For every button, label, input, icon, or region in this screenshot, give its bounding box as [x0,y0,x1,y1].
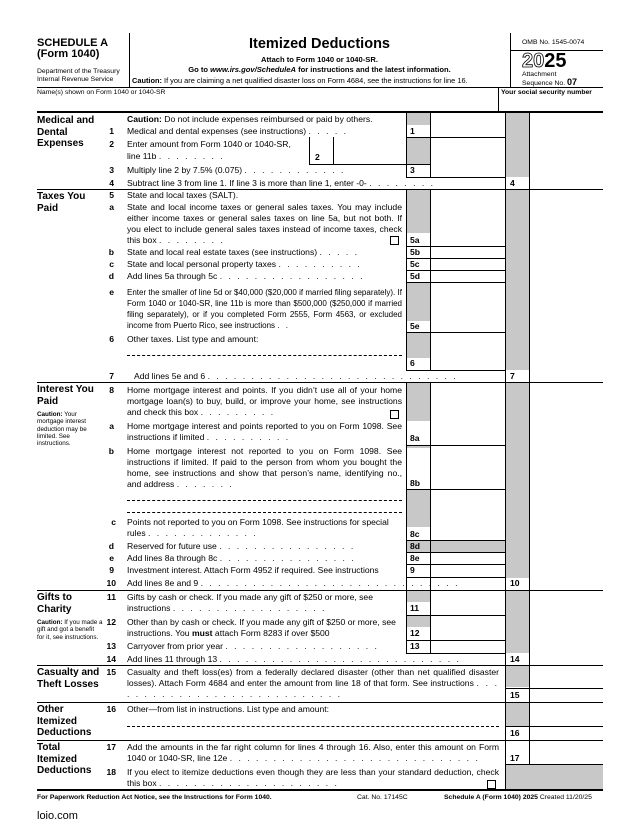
line-15-amount[interactable] [530,688,603,702]
name-label: Name(s) shown on Form 1040 or 1040-SR [37,89,166,96]
line-9-text: Investment interest. Attach Form 4952 if required. See instructions [127,565,379,575]
line-8b-name-input[interactable] [127,500,402,501]
paperwork-notice: For Paperwork Reduction Act Notice, see the Instructions for Form 1040. [37,794,272,801]
box-label-8a: 8a [410,433,420,443]
line-18-checkbox[interactable] [487,780,496,789]
box-label-14: 14 [510,654,520,664]
form-title: Itemized Deductions [249,36,390,52]
line-number-10: 10 [106,578,116,588]
dept-treasury: Department of the Treasury [37,68,120,75]
line-letter-5c: c [109,259,114,269]
line-5b-amount[interactable] [431,247,505,258]
box-label-10: 10 [510,578,520,588]
box-label-5d: 5d [410,271,421,281]
box-label-17: 17 [510,753,520,763]
line-number-2: 2 [109,139,114,149]
line-14-text: Add lines 11 through 13 . . . . . . . . . . . . . . . . . . . . . . . . . . . . [127,654,461,664]
line-16-text: Other—from list in instructions. List type and amount: [127,704,330,714]
line-number-7: 7 [109,371,114,381]
box-label-8b: 8b [410,478,421,488]
line-6-text: Other taxes. List type and amount: [127,334,259,344]
line-number-3: 3 [109,165,114,175]
line-5a-checkbox[interactable] [390,236,399,245]
line-6-amount[interactable] [431,358,505,370]
ssn-label: Your social security number [501,89,592,96]
line-number-11: 11 [106,592,116,602]
goto-line: Go to www.irs.gov/ScheduleA for instructions and the latest information. [188,65,451,74]
catalog-number: Cat. No. 17145C [357,794,408,801]
line-8e-text: Add lines 8a through 8c . . . . . . . . . . . . . . . . [127,553,356,563]
line-16-description-input[interactable] [127,726,499,727]
line-letter-8a: a [109,421,114,431]
line-17-text: Add the amounts in the far right column for lines 4 through 16. Also, enter this amount on Form 1040 or 1040-SR, line 12e . . . . . . . . . . . . . . . . . . . . . . . . . . . . . [127,742,499,763]
tax-year: 2025 [522,50,567,72]
line-10-amount[interactable] [530,578,603,590]
dept-irs: Internal Revenue Service [37,76,114,83]
line-number-14: 14 [106,654,116,664]
line-8e-amount[interactable] [431,553,505,564]
box-label-12: 12 [410,628,420,638]
line-5c-amount[interactable] [431,259,505,270]
line-10-text: Add lines 8e and 9 . . . . . . . . . . . . . . . . . . . . . . . . . . . . . . [127,578,460,588]
line-7-text: Add lines 5e and 6 . . . . . . . . . . . . . . . . . . . . . . . . . . . . . [134,371,458,381]
line-letter-8e: e [109,553,114,563]
line-number-12: 12 [106,617,116,627]
line-6-description-input[interactable] [127,355,402,356]
line-number-6: 6 [109,334,114,344]
line-8b-amount[interactable] [431,476,505,489]
line-1-amount[interactable] [431,125,505,137]
line-18-text: If you elect to itemize deductions even though they are less than your standard deduction, check this box . . . . . . . . . . . . . . . . . . . . . [127,767,499,788]
gifts-caution: Caution: If you made a gift and got a benefit for it, see instructions. [37,619,103,641]
schedule-label: SCHEDULE A [37,37,109,49]
line-5a-text: State and local income taxes or general sales taxes. You may include either income taxes or general sales taxes on line 5a, but not both. If you elect to include general sales taxes instead of income taxes, check this box . . . . . . . . [127,202,402,245]
line-13-text: Carryover from prior year . . . . . . . . . . . . . . . . . . [127,641,379,651]
box-label-5a: 5a [410,235,420,245]
box-label-7: 7 [510,371,515,381]
omb-number: OMB No. 1545-0074 [522,39,585,46]
sequence-label: Sequence No. 07 [522,77,577,87]
line-letter-5d: d [108,271,114,281]
line-16-amount[interactable] [530,727,603,740]
line-7-amount[interactable] [530,371,603,382]
line-number-17: 17 [106,742,116,752]
section-title-taxes: Taxes You Paid [37,191,86,214]
name-input[interactable] [37,98,497,110]
line-number-15: 15 [106,667,116,677]
line-2-text-a: Enter amount from Form 1040 or 1040-SR, [127,139,291,149]
box-label-8e: 8e [410,553,420,563]
box-label-13: 13 [410,641,420,651]
line-8b-text: Home mortgage interest not reported to you on Form 1098. See instructions if limited. If paid to the person from whom you bought the home, see instructions and show that person’s name, identifying no., and address . . . . . . . [127,446,402,489]
line-number-13: 13 [106,641,116,651]
line-14-amount[interactable] [530,654,603,665]
line-9-amount[interactable] [431,565,505,577]
line-2-amount[interactable] [334,140,406,164]
box-label-16: 16 [510,728,520,738]
line-3-amount[interactable] [431,165,505,177]
ssn-input[interactable] [499,98,603,110]
box-label-15: 15 [510,690,520,700]
section-title-interest: Interest You Paid [37,384,94,407]
line-5-text: State and local taxes (SALT). [127,190,239,200]
form-label: (Form 1040) [37,48,100,60]
line-5e-text: Enter the smaller of line 5d or $40,000 ($20,000 if married filing separately). If Form 1040 or 1040-SR, line 11b is more than $500,000 ($250,000 if married filing separately), or if you completed Form 2555, Form 4563, or excluded income from Puerto Rico, see instructions . . [127,288,402,330]
line-letter-8c: c [111,517,116,527]
box-label-5e: 5e [410,321,420,331]
box-label-8d: 8d [410,541,421,551]
box-label-1: 1 [410,126,415,136]
line-8-checkbox[interactable] [390,410,399,419]
brand-mark: loio.com [37,810,78,822]
line-letter-5e: e [109,287,114,297]
line-5a-amount[interactable] [431,234,505,246]
box-label-5b: 5b [410,247,421,257]
line-1-text: Medical and dental expenses (see instructions) . . . . . [127,126,349,136]
box-label-5c: 5c [410,259,420,269]
line-letter-8d: d [108,541,114,551]
schedule-footer: Schedule A (Form 1040) 2025 Created 11/20/25 [444,794,592,801]
box-label-4: 4 [510,178,515,188]
line-12-text: Other than by cash or check. If you made any gift of $250 or more, see instructions. You must attach Form 8283 if over $500 [127,617,396,638]
line-4-text: Subtract line 3 from line 1. If line 3 is more than line 1, enter -0- . . . . . . . . [127,178,436,188]
line-8a-amount[interactable] [431,433,505,445]
line-17-amount[interactable] [530,742,603,764]
box-label-6: 6 [410,358,415,368]
box-label-3: 3 [410,165,415,175]
section-title-gifts: Gifts to Charity [37,592,72,615]
line-number-16: 16 [106,704,116,714]
box-label-8c: 8c [410,529,420,539]
line-8a-text: Home mortgage interest and points reported to you on Form 1098. See instructions if limited . . . . . . . . . . [127,421,402,442]
line-2-text-b: line 11b . . . . . . . . [127,151,225,161]
line-number-9: 9 [109,565,114,575]
line-number-5: 5 [109,190,114,200]
box-label-11: 11 [410,603,420,613]
line-number-8: 8 [109,385,114,395]
line-3-text: Multiply line 2 by 7.5% (0.075) . . . . . . . . . . . . [127,165,346,175]
line-4-amount[interactable] [530,178,603,189]
line-5d-amount[interactable] [431,271,505,282]
section-title-total: Total Itemized Deductions [37,742,92,776]
line-number-18: 18 [106,767,116,777]
attach-line: Attach to Form 1040 or 1040-SR. [261,55,378,64]
line-5c-text: State and local personal property taxes . . . . . . . . . . [127,259,362,269]
line-number-1: 1 [109,126,114,136]
line-number-4: 4 [109,178,114,188]
line-13-amount[interactable] [431,641,505,653]
section-title-medical: Medical and Dental Expenses [37,115,95,149]
box-label-2: 2 [315,152,320,162]
line-11-text: Gifts by cash or check. If you made any gift of $250 or more, see instructions . . . . . . . . . . . . . . . . . . [127,592,373,613]
line-8-text: Home mortgage interest and points. If you didn’t use all of your home mortgage loan(s) to buy, build, or improve your home, see instructions and check this box . . . . . . . . . [127,385,402,417]
line-8c-text: Points not reported to you on Form 1098. See instructions for special rules . . . . . . . . . . . . . [127,517,389,538]
interest-caution: Caution: Your mortgage interest deduction may be limited. See instructions. [37,411,87,448]
section-title-other: Other Itemized Deductions [37,704,92,738]
line-8d-text: Reserved for future use . . . . . . . . . . . . . . . . [127,541,356,551]
line-letter-5b: b [108,247,114,257]
line-5e-amount[interactable] [431,321,505,332]
line-letter-5a: a [109,202,114,212]
section-title-casualty: Casualty and Theft Losses [37,667,100,690]
line-11-amount[interactable] [431,603,505,615]
line-15-text: Casualty and theft loss(es) from a federally declared disaster (other than net qualified disaster losses). Attach Form 4684 and enter the amount from line 18 of that form. See instructions . . . . . . . . . . . . . . . . . . . . . . . . . . . . [127,667,499,699]
medical-caution: Caution: Do not include expenses reimbursed or paid by others. [127,114,373,124]
line-letter-8b: b [108,446,114,456]
disaster-caution: Caution: If you are claiming a net qualified disaster loss on Form 4684, see the instructions for line 16. [132,76,468,85]
line-5d-text: Add lines 5a through 5c . . . . . . . . . . . . . . . . . [127,271,365,281]
box-label-9: 9 [410,565,415,575]
attachment-label: Attachment [522,71,557,78]
line-8c-amount[interactable] [431,528,505,540]
line-8b-address-input[interactable] [127,512,402,513]
line-5b-text: State and local real estate taxes (see instructions) . . . . . [127,247,360,257]
line-12-amount[interactable] [431,628,505,640]
